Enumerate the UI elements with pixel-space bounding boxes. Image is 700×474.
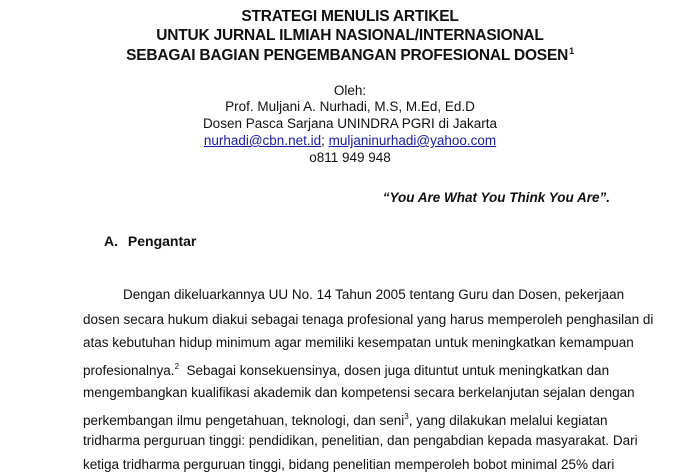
email-separator: ; [321, 133, 325, 148]
body-line-2: dosen secara hukum diakui sebagai tenaga profesional yang harus memperoleh penghasilan di [83, 312, 654, 327]
body-line-6 [83, 408, 608, 430]
body-line-8: ketiga tridharma perguruan tinggi, bidang penelitian memperoleh bobot minimal 25% dari [83, 457, 615, 472]
title-line-3 [0, 46, 700, 65]
title-footnote-ref: 1 [569, 46, 574, 56]
email-link-2[interactable]: muljaninurhadi@yahoo.com [328, 133, 497, 148]
body-line-6b: , yang dilakukan melalui kegiatan [408, 413, 608, 428]
title-line-1: STRATEGI MENULIS ARTIKEL [241, 8, 459, 25]
title-line-2: UNTUK JURNAL ILMIAH NASIONAL/INTERNASIONAL [156, 27, 544, 44]
author-emails [0, 133, 700, 148]
section-heading [104, 233, 196, 249]
author-phone: o811 949 948 [309, 150, 391, 165]
author-name: Prof. Muljani A. Nurhadi, M.S, M.Ed, Ed.D [225, 99, 475, 114]
title-line-3-text: SEBAGAI BAGIAN PENGEMBANGAN PROFESIONAL DOSEN [126, 47, 569, 64]
body-line-6a: perkembangan ilmu pengetahuan, teknologi, dan seni [83, 413, 405, 428]
body-line-4b: Sebagai konsekuensinya, dosen juga dituntut untuk meningkatkan dan [179, 363, 610, 378]
email-link-1[interactable]: nurhadi@cbn.net.id [203, 133, 322, 148]
body-line-4a: profesionalnya. [83, 363, 175, 378]
epigraph-quote: “You Are What You Think You Are”. [382, 190, 610, 205]
author-affiliation: Dosen Pasca Sarjana UNINDRA PGRI di Jakarta [202, 116, 498, 131]
body-line-5: mengembangkan kualifikasi akademik dan kompetensi secara berkelanjutan sejalan dengan [83, 385, 635, 400]
author-by-label: Oleh: [333, 83, 367, 98]
body-line-4 [83, 358, 609, 380]
body-line-1: Dengan dikeluarkannya UU No. 14 Tahun 2005 tentang Guru dan Dosen, pekerjaan [123, 287, 625, 302]
body-line-3: atas kebutuhan hidup minimum agar memiliki kesempatan untuk meningkatkan kemampuan [83, 335, 634, 350]
section-number: A. [104, 233, 118, 249]
section-title: Pengantar [127, 233, 197, 249]
body-line-7: tridharma perguruan tinggi: pendidikan, penelitian, dan pengabdian kepada masyarakat. Dari [83, 433, 638, 448]
footnote-ref-3: 3 [404, 412, 409, 421]
footnote-ref-2: 2 [174, 362, 180, 371]
